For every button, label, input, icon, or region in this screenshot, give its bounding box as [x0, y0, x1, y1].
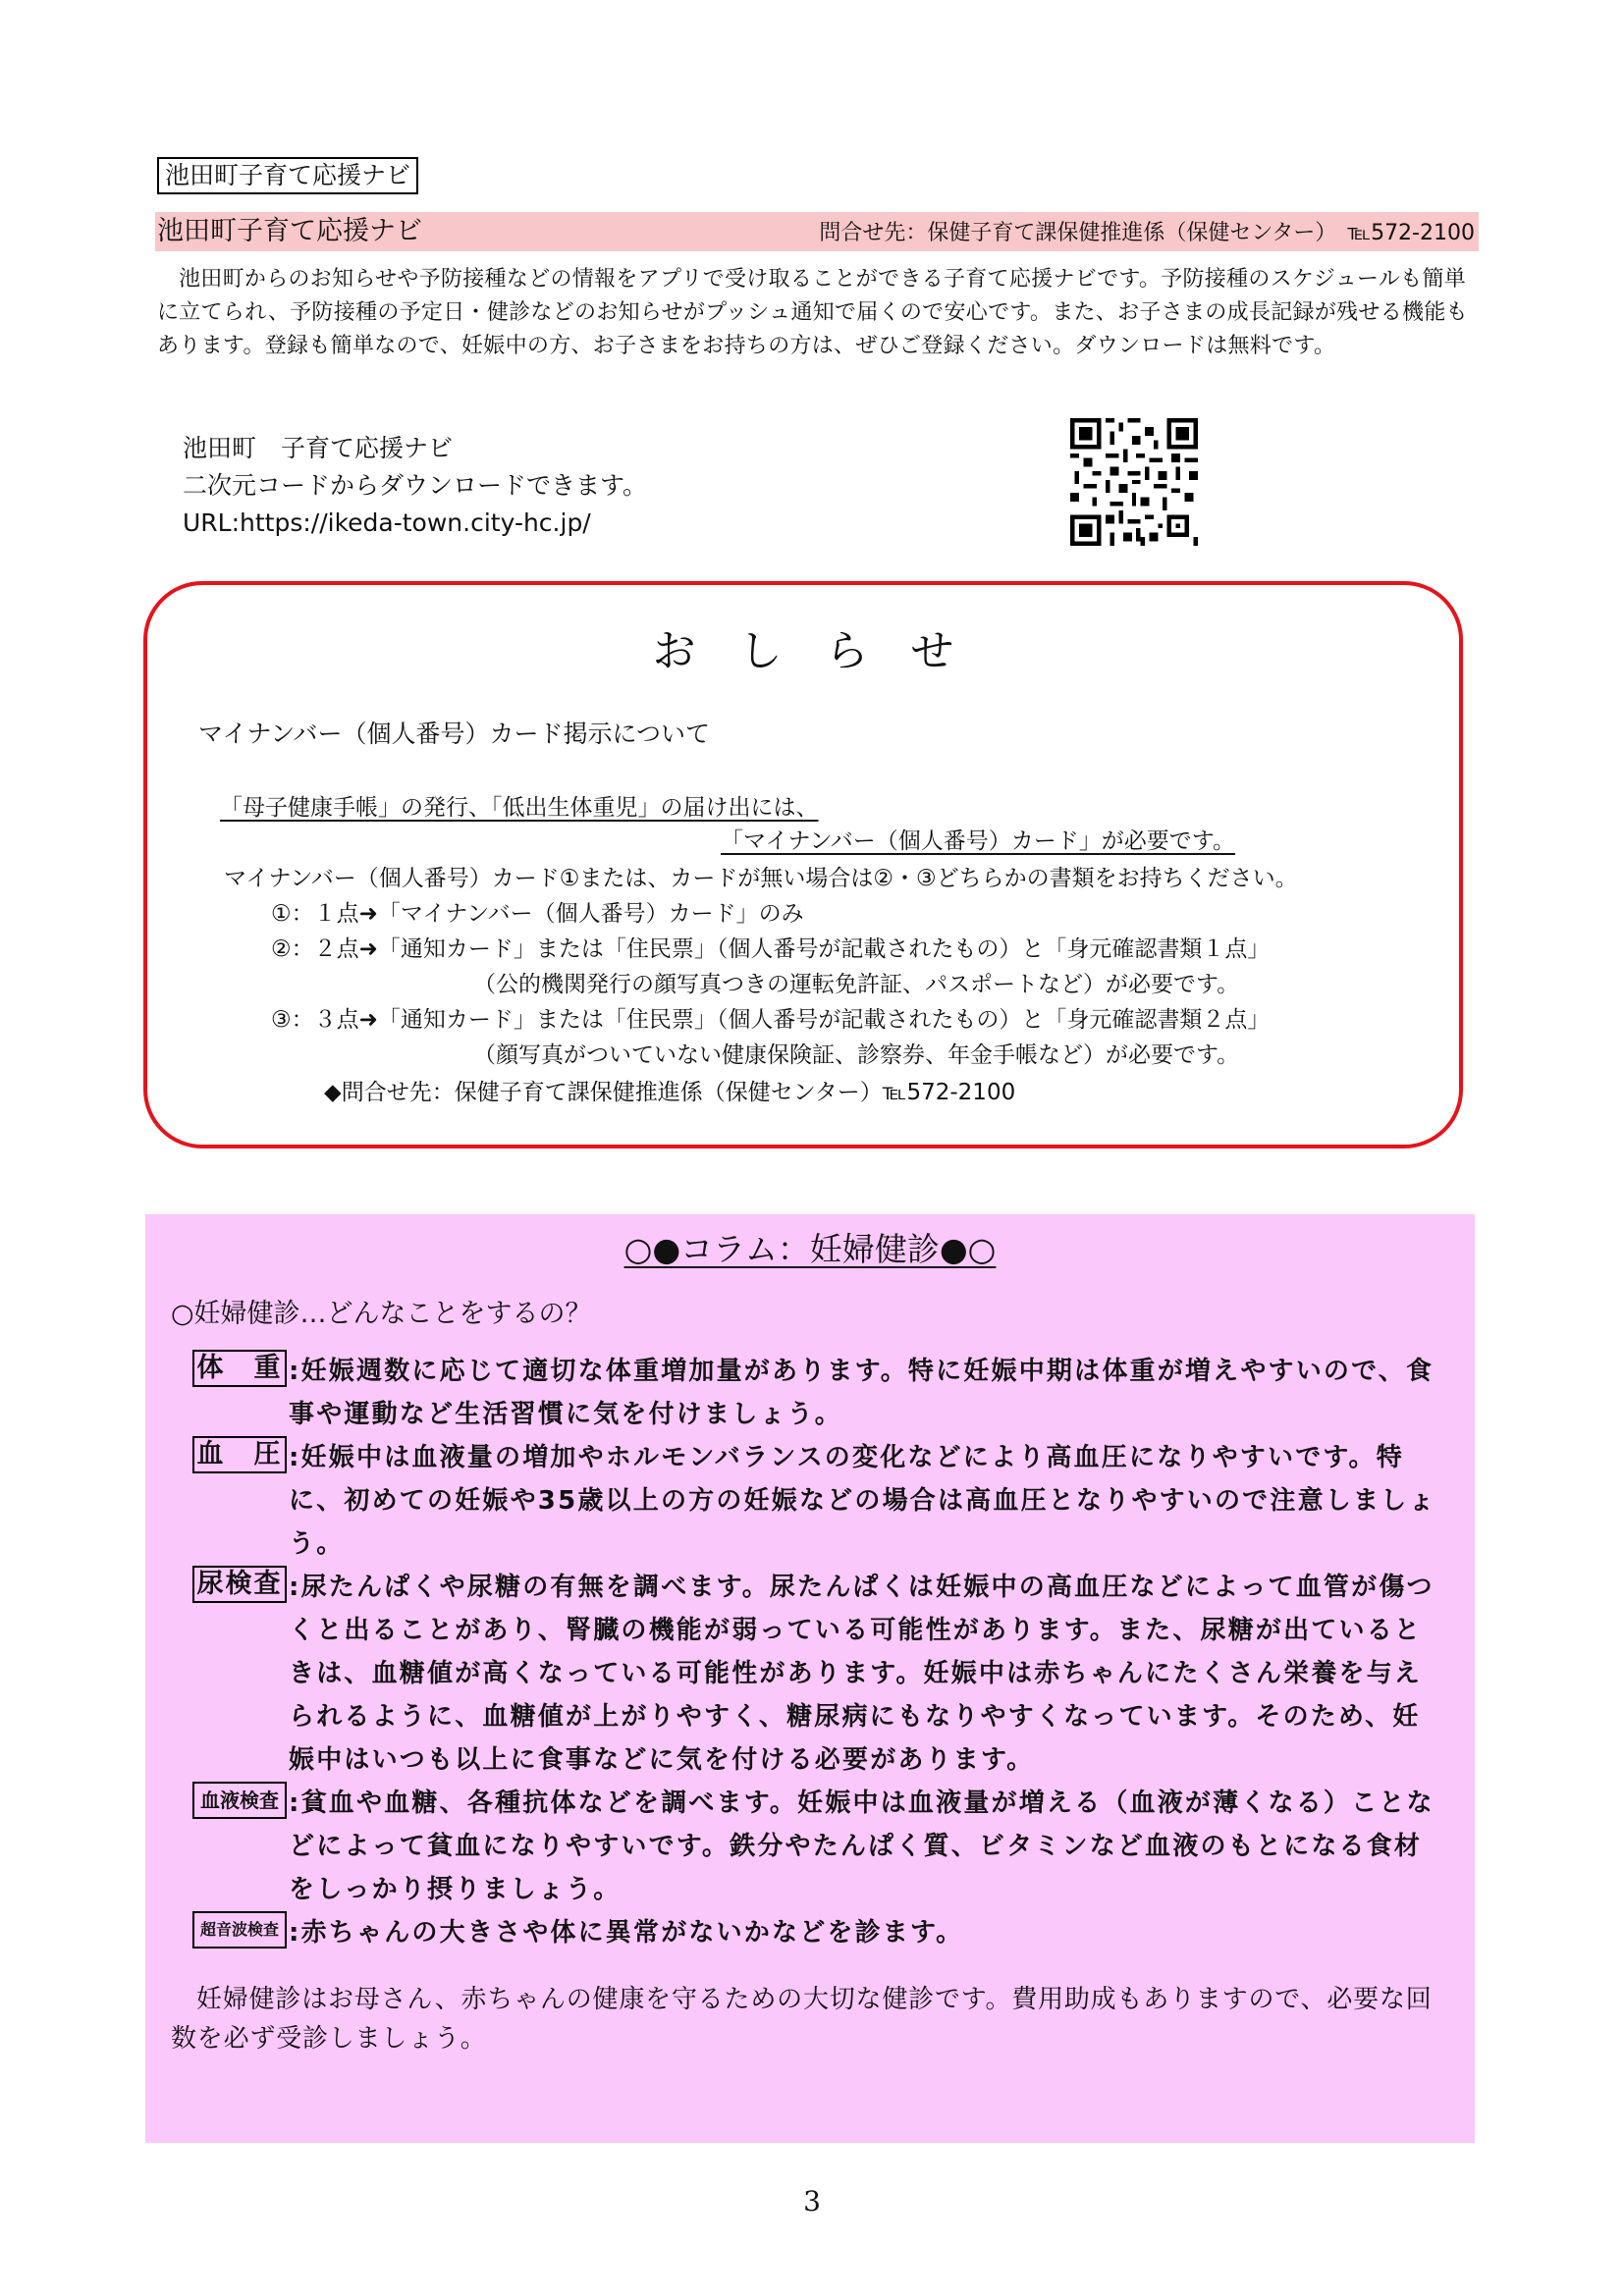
notice-contact: ◆問合せ先：保健子育て課保健推進係（保健センター）℡572-2100 [324, 1080, 1016, 1105]
navi-header-bar [155, 212, 1479, 251]
column-title-text: ○●コラム：妊婦健診●○ [623, 1230, 997, 1268]
notice-box [143, 581, 1463, 1148]
qr-code-icon[interactable] [1070, 418, 1198, 546]
navi-intro-paragraph: 池田町からのお知らせや予防接種などの情報をアプリで受け取ることができる子育て応援ナビです。予防接種のスケジュールも簡単に立てられ、予防接種の予定日・健診などのお知らせがプッシュ通知で届くので安心です。また、お子さまの成長記録が残せる機能もあります。登録も簡単なので、妊娠中の方、お子さまをお持ちの方は、ぜひご登録ください。ダウンロードは無料です。 [157, 267, 1468, 358]
item-body: 妊娠週数に応じて適切な体重増加量があります。特に妊娠中期は体重が増えやすいので、食事や運動など生活習慣に気を付けましょう。 [289, 1357, 1435, 1429]
notice-option-2: ②：２点➜「通知カード」または「住民票」（個人番号が記載されたもの）と「身元確認書類１点」 [271, 936, 1271, 962]
notice-subtitle: マイナンバー（個人番号）カード掲示について [198, 720, 711, 748]
notice-underline-1: 「母子健康手帳」の発行、「低出生体重児」の届け出には、 [220, 795, 819, 821]
item-colon: : [289, 1443, 301, 1472]
item-text [289, 1436, 1445, 1566]
page-number: 3 [803, 2185, 821, 2217]
notice-option-1: ①：１点➜「マイナンバー（個人番号）カード」のみ [271, 901, 804, 927]
section-tag: 池田町子育て応援ナビ [157, 157, 418, 194]
notice-title: おしらせ [652, 626, 998, 676]
column-question: ○妊婦健診…どんなことをするの？ [171, 1299, 592, 1329]
column-title [145, 1228, 1475, 1271]
navi-contact: 問合せ先：保健子育て課保健推進係（保健センター） ℡572-2100 [819, 221, 1475, 245]
item-label: 血 圧 [192, 1436, 287, 1473]
item-colon: : [289, 1789, 301, 1818]
column-box [145, 1214, 1475, 2143]
item-text [289, 1350, 1445, 1436]
item-label: 超音波検査 [192, 1911, 287, 1949]
item-colon: : [289, 1573, 301, 1602]
notice-line-1: マイナンバー（個人番号）カード①または、カードが無い場合は②・③どちらかの書類をお持ちください。 [224, 866, 1298, 891]
item-body: 貧血や血糖、各種抗体などを調べます。妊娠中は血液量が増える（血液が薄くなる）ことなどによって貧血になりやすいです。鉄分やたんぱく質、ビタミンなど血液のもとになる食材をしっかり摂りましょう。 [289, 1789, 1435, 1904]
navi-app-info [183, 430, 647, 542]
notice-option-3: ③：３点➜「通知カード」または「住民票」（個人番号が記載されたもの）と「身元確認書類２点」 [271, 1007, 1271, 1033]
notice-option-2-note: （公的機関発行の顔写真つきの運転免許証、パスポートなど）が必要です。 [473, 972, 1240, 997]
notice-underline-2: 「マイナンバー（個人番号）カード」が必要です。 [721, 828, 1235, 854]
column-closing: 妊婦健診はお母さん、赤ちゃんの健康を守るための大切な健診です。費用助成もありますので、必要な回数を必ず受診しましょう。 [171, 1985, 1433, 2054]
notice-option-3-note: （顔写真がついていない健康保険証、診察券、年金手帳など）が必要です。 [473, 1042, 1240, 1068]
item-text [289, 1782, 1445, 1911]
item-body: 赤ちゃんの大きさや体に異常がないかなどを診ます。 [300, 1918, 964, 1948]
item-label: 尿検査 [192, 1566, 287, 1603]
item-text [289, 1911, 1445, 1954]
item-label: 血液検査 [192, 1782, 287, 1819]
navi-download-note: 二次元コードからダウンロードできます。 [183, 471, 648, 500]
navi-title: 池田町子育て応援ナビ [157, 216, 422, 246]
navi-app-name: 池田町 子育て応援ナビ [183, 434, 454, 462]
item-body: 妊娠中は血液量の増加やホルモンバランスの変化などにより高血圧になりやすいです。特に、初めての妊娠や35歳以上の方の妊娠などの場合は高血圧となりやすいので注意しましょう。 [289, 1443, 1436, 1559]
item-text [289, 1566, 1445, 1782]
item-colon: : [289, 1357, 301, 1386]
item-label: 体 重 [192, 1350, 287, 1387]
item-body: 尿たんぱくや尿糖の有無を調べます。尿たんぱくは妊娠中の高血圧などによって血管が傷つくと出ることがあり、腎臓の機能が弱っている可能性があります。また、尿糖が出ているときは、血糖値が高くなっている可能性があります。妊娠中は赤ちゃんにたくさん栄養を与えられるように、血糖値が上がりやすく、糖尿病にもなりやすくなっています。そのため、妊娠中はいつも以上に食事などに気を付ける必要があります。 [289, 1573, 1435, 1775]
item-colon: : [289, 1918, 301, 1948]
navi-url-link[interactable]: URL:https://ikeda-town.city-hc.jp/ [183, 508, 591, 537]
